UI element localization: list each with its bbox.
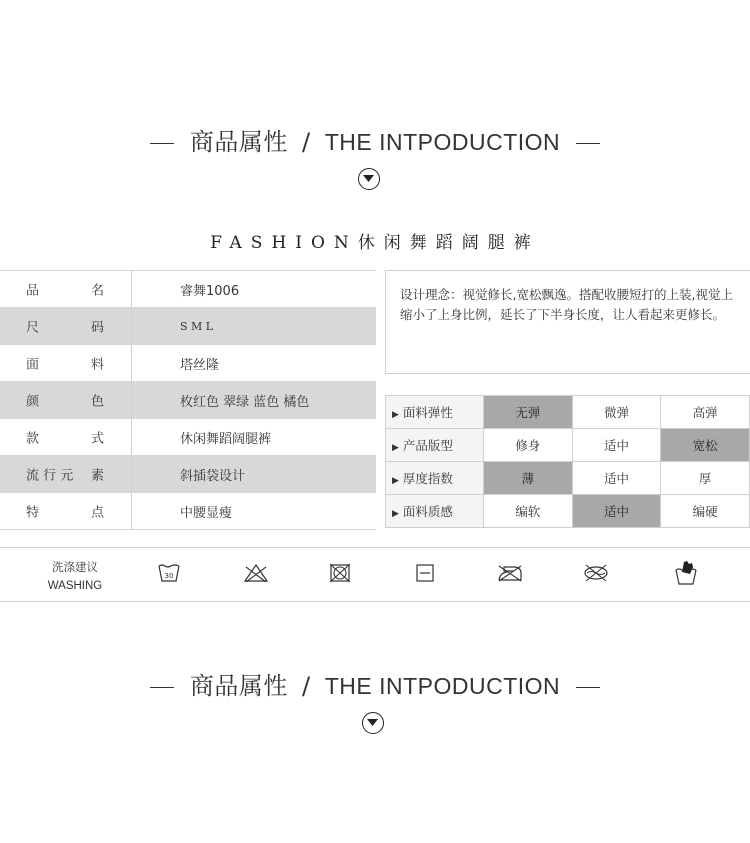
triangle-right-icon: ▶ [392, 410, 399, 420]
spec-label-b: 色 [91, 394, 105, 410]
triangle-right-icon: ▶ [392, 476, 399, 486]
spec-label-a: 款 [26, 431, 40, 447]
spec-value: 塔丝隆 [132, 345, 377, 382]
spec-value: 休闲舞蹈阔腿裤 [132, 419, 377, 456]
heading-en: THE INTPODUCTION [324, 129, 561, 155]
svg-text:30: 30 [164, 572, 174, 580]
spec-label-b: 码 [91, 320, 105, 336]
spec-label-a: 面 [26, 357, 40, 373]
attribute-option: 适中 [572, 495, 661, 528]
spec-label-a: 颜 [26, 394, 40, 410]
attribute-label-text: 厚度指数 [402, 471, 453, 486]
attribute-label [386, 462, 484, 495]
attribute-label [386, 429, 484, 462]
no-dry-clean-icon [582, 562, 610, 584]
washing-title-cn: 洗涤建议 [52, 560, 98, 574]
attribute-row [386, 396, 750, 429]
spec-label-b: 点 [91, 505, 105, 521]
hand-wash-icon [673, 558, 699, 586]
spec-label-b: 名 [91, 283, 105, 299]
spec-label-a: 特 [26, 505, 40, 521]
attribute-label [386, 495, 484, 528]
dry-flat-icon [414, 562, 436, 584]
spec-label-a: 流 行 元 [26, 468, 74, 484]
spec-label-b: 料 [91, 357, 105, 373]
spec-label-b: 式 [91, 431, 105, 447]
washing-title [40, 558, 110, 596]
heading-cn: 商品属性 [189, 128, 288, 156]
heading-dash-right [576, 143, 600, 144]
heading-cn: 商品属性 [189, 672, 288, 700]
spec-label-a: 尺 [26, 320, 40, 336]
spec-value: 睿舞1006 [132, 271, 377, 308]
spec-value: 枚红色 翠绿 蓝色 橘色 [132, 382, 377, 419]
washing-title-en: WASHING [47, 580, 103, 592]
spec-row [0, 382, 376, 419]
washing-bar [0, 547, 750, 602]
attribute-row [386, 429, 750, 462]
spec-row [0, 345, 376, 382]
spec-table [0, 270, 376, 530]
spec-row [0, 493, 376, 530]
attribute-grid [385, 395, 750, 528]
spec-value: 中腰显瘦 [132, 493, 377, 530]
spec-row [0, 419, 376, 456]
attribute-option: 薄 [484, 462, 573, 495]
heading-dash-right [576, 687, 600, 688]
triangle-right-icon: ▶ [392, 443, 399, 453]
no-bleach-icon [243, 562, 269, 584]
design-concept: 设计理念：视觉修长,宽松飘逸。搭配收腰短打的上装,视觉上缩小了上身比例，延长了下半身长度，让人看起来更修长。 [385, 270, 750, 374]
section-heading-bottom [0, 666, 750, 701]
attribute-option: 无弹 [484, 396, 573, 429]
attribute-label [386, 396, 484, 429]
spec-label-b: 素 [91, 468, 105, 484]
no-iron-icon [496, 562, 524, 584]
product-title: FASHION休闲舞蹈阔腿裤 [210, 233, 540, 253]
heading-dash-left [150, 687, 174, 688]
attribute-option: 编软 [484, 495, 573, 528]
attribute-option: 微弹 [572, 396, 661, 429]
attribute-option: 适中 [572, 429, 661, 462]
spec-row [0, 271, 376, 308]
attribute-option: 适中 [572, 462, 661, 495]
spec-value: 斜插袋设计 [132, 456, 377, 493]
attribute-label-text: 产品版型 [402, 438, 453, 453]
attribute-option: 修身 [484, 429, 573, 462]
no-tumble-dry-icon [328, 562, 352, 584]
attribute-option: 厚 [661, 462, 750, 495]
attribute-row [386, 462, 750, 495]
attribute-option: 宽松 [661, 429, 750, 462]
triangle-right-icon: ▶ [392, 509, 399, 519]
heading-slash: / [301, 128, 311, 156]
attribute-option: 高弹 [661, 396, 750, 429]
heading-dash-left [150, 143, 174, 144]
spec-label-a: 品 [26, 283, 40, 299]
section-heading-top [0, 122, 750, 157]
wash-30-icon [157, 562, 181, 584]
chevron-down-icon[interactable] [362, 712, 384, 734]
chevron-down-icon[interactable] [358, 168, 380, 190]
spec-row [0, 456, 376, 493]
spec-value: S M L [132, 308, 377, 345]
heading-slash: / [301, 672, 311, 700]
spec-row [0, 308, 376, 345]
attribute-option: 编硬 [661, 495, 750, 528]
attribute-label-text: 面料弹性 [402, 405, 453, 420]
attribute-row [386, 495, 750, 528]
heading-en: THE INTPODUCTION [324, 673, 561, 699]
attribute-label-text: 面料质感 [402, 504, 453, 519]
